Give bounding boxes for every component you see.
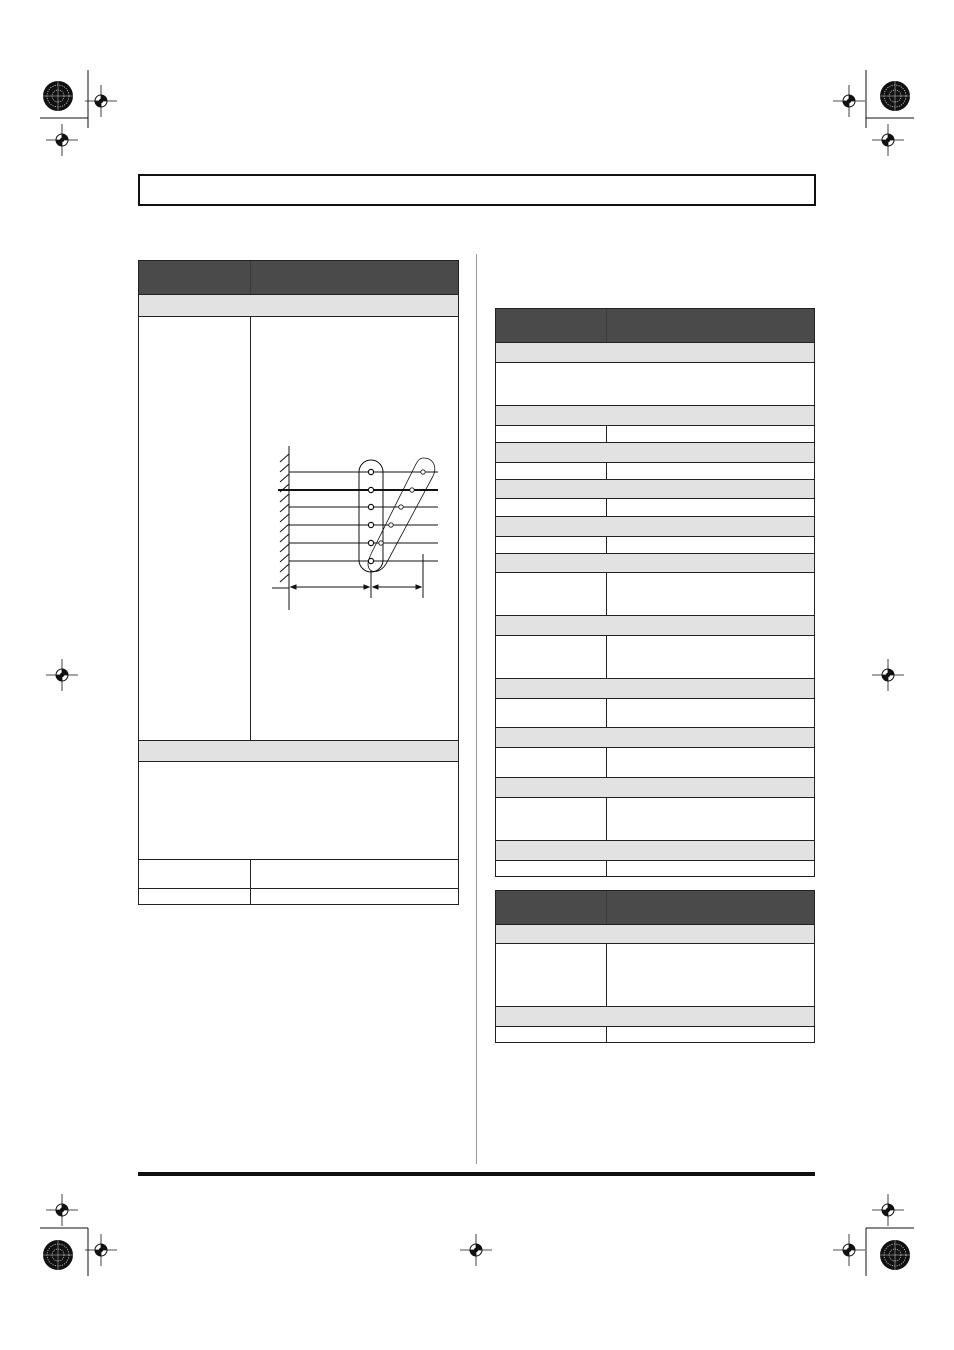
registration-mark-icon	[872, 124, 904, 156]
section-row	[496, 678, 814, 698]
table-header-row	[496, 891, 814, 924]
table-row	[139, 888, 458, 905]
parameter-table-right-bottom	[495, 890, 815, 1043]
column-divider	[476, 254, 477, 1164]
section-row	[496, 516, 814, 536]
page-header-title	[140, 176, 814, 188]
table-header-row	[139, 261, 458, 294]
table-row	[496, 797, 814, 840]
registration-mark-icon	[85, 1234, 117, 1266]
column-line	[606, 698, 607, 727]
column-line	[606, 498, 607, 516]
registration-mark-icon	[46, 124, 78, 156]
registration-mark-icon	[460, 1234, 492, 1266]
parameter-table-right-top	[495, 308, 815, 877]
table-header-row	[496, 309, 814, 342]
page-header-box	[138, 174, 816, 206]
pickup-position-diagram	[268, 442, 448, 612]
section-row	[496, 1006, 814, 1026]
registration-mark-icon	[833, 85, 865, 117]
color-target-icon	[43, 81, 73, 111]
table-row	[496, 943, 814, 1006]
column-line	[606, 747, 607, 777]
bridge-hatch	[272, 446, 289, 590]
color-target-icon	[880, 1240, 910, 1270]
section-row	[496, 924, 814, 943]
column-line	[606, 1026, 607, 1043]
column-line	[606, 309, 607, 342]
registration-mark-icon	[872, 1194, 904, 1226]
section-row	[496, 342, 814, 362]
registration-mark-icon	[46, 659, 78, 691]
column-line	[606, 536, 607, 553]
pickup-straight	[359, 460, 383, 572]
section-row	[496, 479, 814, 498]
guitar-strings	[278, 472, 438, 561]
column-line	[606, 425, 607, 442]
color-target-icon	[43, 1240, 73, 1270]
registration-mark-icon	[833, 1234, 865, 1266]
table-row	[496, 362, 814, 405]
column-line	[250, 316, 251, 740]
table-row	[496, 462, 814, 479]
section-row	[496, 727, 814, 747]
table-row	[496, 635, 814, 678]
registration-mark-icon	[872, 659, 904, 691]
distance-markers	[289, 554, 423, 610]
section-row	[496, 405, 814, 425]
table-row	[139, 859, 458, 888]
table-row	[496, 572, 814, 615]
column-line	[606, 572, 607, 615]
table-row	[496, 425, 814, 442]
color-target-icon	[880, 81, 910, 111]
table-row	[496, 1026, 814, 1043]
table-row	[496, 860, 814, 877]
registration-mark-icon	[46, 1194, 78, 1226]
footer-rule	[138, 1172, 815, 1176]
table-row	[496, 498, 814, 516]
column-line	[606, 462, 607, 479]
pickup-slanted	[368, 458, 435, 572]
section-row	[139, 740, 458, 761]
column-line	[250, 261, 251, 294]
table-row	[496, 747, 814, 777]
section-row	[496, 615, 814, 635]
section-row	[496, 553, 814, 572]
column-line	[250, 859, 251, 905]
column-line	[606, 797, 607, 840]
section-row	[139, 294, 458, 316]
column-line	[606, 635, 607, 678]
section-row	[496, 442, 814, 462]
table-row	[496, 536, 814, 553]
column-line	[606, 860, 607, 877]
table-row	[496, 698, 814, 727]
column-line	[606, 891, 607, 924]
column-line	[606, 943, 607, 1006]
table-row	[139, 761, 458, 859]
registration-mark-icon	[85, 85, 117, 117]
section-row	[496, 840, 814, 860]
section-row	[496, 777, 814, 797]
